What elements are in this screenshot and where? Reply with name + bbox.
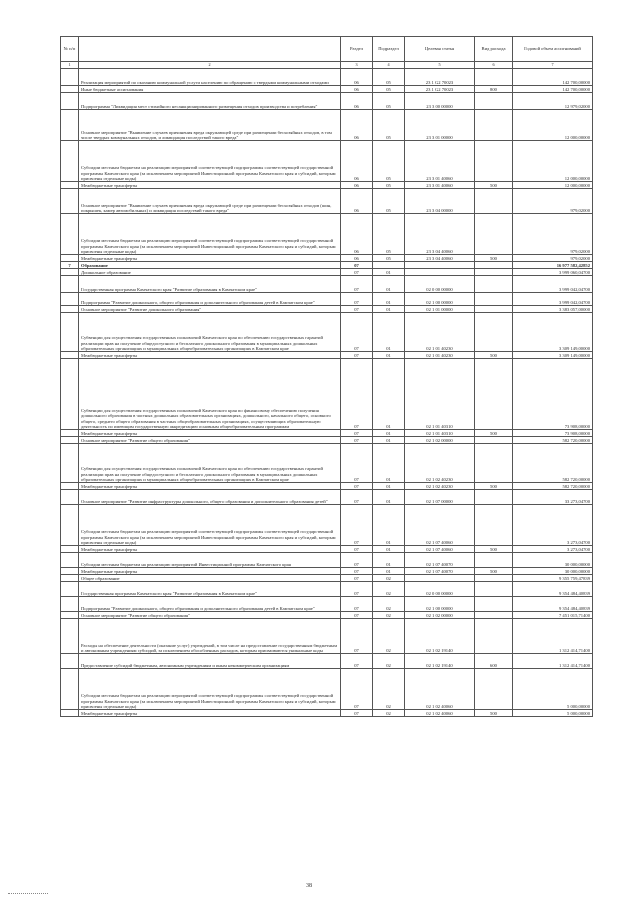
row-razdel: 07 [341,352,373,359]
row-podrazdel: 05 [373,110,405,141]
table-row [61,437,593,444]
index-cell: 4 [373,62,405,69]
row-podrazdel: 02 [373,597,405,612]
row-amount: 1 312 414,71400 [513,654,593,669]
row-vr [475,490,513,505]
row-number [61,568,79,575]
row-razdel: 06 [341,182,373,189]
row-razdel: 07 [341,575,373,582]
row-csr: 02 1 07 40070 [405,553,475,568]
row-number [61,575,79,582]
header-csr: Целевая статья [405,37,475,62]
row-csr: 02 1 02 00000 [405,437,475,444]
row-amount: 12 979,02000 [513,93,593,110]
row-amount: 979,02000 [513,255,593,262]
page-number: 38 [306,883,312,889]
row-podrazdel: 05 [373,86,405,93]
row-csr: 02 1 02 19140 [405,619,475,654]
row-podrazdel: 01 [373,293,405,306]
row-csr: 02 1 02 40060 [405,710,475,717]
row-razdel: 07 [341,313,373,352]
row-csr: 23 3 01 40060 [405,141,475,182]
row-podrazdel: 01 [373,553,405,568]
row-number [61,214,79,255]
row-amount: 9 354 484,40839 [513,582,593,597]
row-csr [405,575,475,582]
header-amount: Годовой объем ассигнований [513,37,593,62]
row-name: Субвенции для осуществления государственных полномочий Камчатского края по финансовому обеспечению получения дошкольного образования в частных дошкольных образовательных организациях, дошкольного, начального общего, основного общего, среднего общего образования в частных общеобразовательных организациях, осуществляющих образовательную деятельность по имеющим государственную аккредитацию основным общеобразовательным программам [79,359,341,430]
table-body [61,69,593,717]
row-name: Дошкольное образование [79,269,341,276]
row-name: Подпрограмма "Развитие дошкольного, общего образования и дополнительного образования детей в Камчатском крае" [79,597,341,612]
row-amount: 142 700,00000 [513,69,593,86]
row-vr [475,575,513,582]
row-razdel: 06 [341,141,373,182]
row-csr: 02 1 02 40230 [405,483,475,490]
row-vr: 500 [475,255,513,262]
row-number [61,293,79,306]
row-name: Субсидии местным бюджетам на реализацию мероприятий Инвестиционной программы Камчатского края [79,553,341,568]
row-number [61,110,79,141]
table-row [61,568,593,575]
row-csr: 23 3 01 40060 [405,182,475,189]
row-podrazdel: 05 [373,214,405,255]
row-razdel: 07 [341,269,373,276]
row-number [61,359,79,430]
row-amount: 582 720,00000 [513,437,593,444]
row-vr [475,269,513,276]
row-csr: 02 1 01 00000 [405,306,475,313]
row-name: Реализация мероприятий по оказанию коммунальной услуги населению по обращению с твердыми коммунальными отходами [79,69,341,86]
row-name: Подпрограмма "Ликвидация мест стихийного несанкционированного размещения отходов производства и потребления" [79,93,341,110]
table-row [61,93,593,110]
row-number [61,669,79,710]
row-name: Межбюджетные трансферты [79,430,341,437]
row-podrazdel: 01 [373,444,405,483]
row-name: Межбюджетные трансферты [79,483,341,490]
table-row [61,255,593,262]
table-row [61,546,593,553]
row-razdel: 07 [341,306,373,313]
row-name: Межбюджетные трансферты [79,568,341,575]
header-num: № п/п [61,37,79,62]
row-vr [475,505,513,546]
row-csr [405,262,475,269]
row-number [61,269,79,276]
row-number [61,710,79,717]
row-podrazdel: 05 [373,189,405,214]
row-amount: 582 720,00000 [513,483,593,490]
row-name: Основное мероприятие "Развитие общего образования" [79,437,341,444]
row-csr: 02 1 07 00000 [405,490,475,505]
table-row [61,352,593,359]
row-amount: 3 383 057,00000 [513,306,593,313]
row-amount: 3 999 042,04700 [513,293,593,306]
row-csr: 02 1 07 40060 [405,546,475,553]
row-amount: 3 309 149,00000 [513,313,593,352]
row-number [61,483,79,490]
row-podrazdel: 01 [373,505,405,546]
table-row [61,575,593,582]
table-row [61,141,593,182]
row-razdel: 07 [341,490,373,505]
table-row [61,553,593,568]
row-number [61,597,79,612]
row-amount: 16 977 582,42852 [513,262,593,269]
row-podrazdel: 05 [373,69,405,86]
row-csr: 02 1 00 00000 [405,293,475,306]
row-vr: 500 [475,710,513,717]
row-razdel: 07 [341,568,373,575]
row-amount: 5 000,00000 [513,710,593,717]
column-index-row [61,62,593,69]
header-vr: Вид расхода [475,37,513,62]
row-csr: 23 1 G2 70023 [405,69,475,86]
row-razdel: 06 [341,110,373,141]
row-podrazdel: 01 [373,306,405,313]
row-name: Общее образование [79,575,341,582]
row-number [61,276,79,293]
row-vr [475,553,513,568]
row-podrazdel: 01 [373,276,405,293]
table-row [61,110,593,141]
table-row [61,483,593,490]
row-podrazdel: 02 [373,619,405,654]
table-row [61,269,593,276]
row-csr: 02 1 02 40060 [405,669,475,710]
row-number: 7 [61,262,79,269]
row-podrazdel: 02 [373,654,405,669]
index-cell: 1 [61,62,79,69]
row-razdel: 06 [341,255,373,262]
table-row [61,444,593,483]
row-amount: 582 720,00000 [513,444,593,483]
row-podrazdel: 01 [373,546,405,553]
index-cell: 7 [513,62,593,69]
row-name: Межбюджетные трансферты [79,710,341,717]
row-number [61,505,79,546]
row-csr: 02 1 01 40230 [405,352,475,359]
row-amount: 73 908,00000 [513,359,593,430]
table-row [61,582,593,597]
row-podrazdel: 05 [373,93,405,110]
row-number [61,182,79,189]
row-number [61,553,79,568]
row-razdel: 06 [341,93,373,110]
row-name: Межбюджетные трансферты [79,255,341,262]
table-row [61,430,593,437]
row-name: Субвенции для осуществления государственных полномочий Камчатского края по обеспечению государственных гарантий реализации прав на получение общедоступного и бесплатного дошкольного образования в муниципальных дошкольных образовательных организациях и муниципальных общеобразовательных организациях в Камчатском крае [79,444,341,483]
table-row [61,490,593,505]
table-row [61,214,593,255]
row-name: Основное мероприятие "Выявление случаев причинения вреда окружающей среде при размещении бесхозяйных отходов (шин, покрышек, камер автомобильных) и ликвидация последствий такого вреда" [79,189,341,214]
row-amount: 3 273,04700 [513,546,593,553]
row-number [61,612,79,619]
row-amount: 9 355 759,47839 [513,575,593,582]
table-row [61,505,593,546]
row-razdel: 07 [341,430,373,437]
row-csr: 02 1 07 40060 [405,505,475,546]
row-vr [475,189,513,214]
footer-dotted-line [8,893,48,894]
row-name: Основное мероприятие "Развитие общего образования" [79,612,341,619]
row-podrazdel: 01 [373,430,405,437]
row-csr: 02 1 01 40310 [405,359,475,430]
row-razdel: 07 [341,619,373,654]
row-vr [475,437,513,444]
header-razdel: Раздел [341,37,373,62]
row-vr [475,597,513,612]
row-razdel: 07 [341,612,373,619]
row-vr [475,69,513,86]
row-razdel: 07 [341,483,373,490]
row-csr: 23 3 04 40060 [405,214,475,255]
row-razdel: 07 [341,553,373,568]
table-row [61,86,593,93]
row-number [61,141,79,182]
row-vr: 800 [475,86,513,93]
row-vr: 600 [475,654,513,669]
row-vr: 500 [475,352,513,359]
row-number [61,490,79,505]
row-razdel: 07 [341,582,373,597]
table-row [61,262,593,269]
row-amount: 979,02000 [513,189,593,214]
row-csr: 02 0 00 00000 [405,276,475,293]
row-name: Предоставление субсидий бюджетным, автономным учреждениям и иным некоммерческим организациям [79,654,341,669]
row-name: Основное мероприятие "Развитие инфраструктуры дошкольного, общего образования и дополнительного образования детей" [79,490,341,505]
row-number [61,306,79,313]
row-podrazdel: 02 [373,612,405,619]
row-name: Государственная программа Камчатского края "Развитие образования в Камчатском крае" [79,582,341,597]
row-number [61,69,79,86]
row-csr: 23 3 00 00000 [405,93,475,110]
index-cell: 3 [341,62,373,69]
row-vr [475,612,513,619]
row-amount: 33 273,04700 [513,490,593,505]
row-razdel: 07 [341,710,373,717]
table-row [61,612,593,619]
row-csr: 02 1 01 40230 [405,313,475,352]
row-name: Расходы на обеспечение деятельности (оказание услуг) учреждений, в том числе на предоставление государственным бюджетным и автономным учреждениям субсидий, за исключением обособленных расходов, которым присваиваются уникальные коды [79,619,341,654]
row-razdel: 07 [341,437,373,444]
row-podrazdel: 01 [373,359,405,430]
row-csr: 02 1 02 19140 [405,654,475,669]
row-name: Субсидии местным бюджетам на реализацию мероприятий соответствующей подпрограммы соответствующей государственной программы Камчатского края (за исключением мероприятий Инвестиционной программы Камчатского края и субсидий, которым присвоены отдельные коды) [79,214,341,255]
table-row [61,69,593,86]
row-razdel: 07 [341,276,373,293]
row-name: Субсидии местным бюджетам на реализацию мероприятий соответствующей подпрограммы соответствующей государственной программы Камчатского края (за исключением мероприятий Инвестиционной программы Камчатского края и субсидий, которым присвоены отдельные коды) [79,141,341,182]
row-vr [475,444,513,483]
row-podrazdel: 02 [373,710,405,717]
row-podrazdel: 01 [373,568,405,575]
row-name: Межбюджетные трансферты [79,182,341,189]
table-row [61,597,593,612]
row-podrazdel: 01 [373,483,405,490]
row-razdel: 07 [341,293,373,306]
row-csr: 02 1 02 00000 [405,612,475,619]
row-vr [475,276,513,293]
row-name: Подпрограмма "Развитие дошкольного, общего образования и дополнительного образования детей в Камчатском крае" [79,293,341,306]
table-row [61,359,593,430]
row-csr: 23 3 04 00000 [405,189,475,214]
row-csr: 23 3 01 00000 [405,110,475,141]
row-number [61,444,79,483]
row-csr: 02 1 00 00000 [405,597,475,612]
row-vr [475,214,513,255]
row-number [61,93,79,110]
row-amount: 1 312 414,71400 [513,619,593,654]
row-vr: 500 [475,430,513,437]
row-vr: 500 [475,546,513,553]
row-vr: 500 [475,568,513,575]
row-podrazdel: 05 [373,255,405,262]
row-name: Образование [79,262,341,269]
row-razdel: 06 [341,214,373,255]
row-amount: 12 000,00000 [513,182,593,189]
table-header-row [61,37,593,62]
row-podrazdel: 05 [373,141,405,182]
row-csr: 23 3 04 40060 [405,255,475,262]
row-name: Иные бюджетные ассигнования [79,86,341,93]
row-name: Межбюджетные трансферты [79,352,341,359]
index-cell: 6 [475,62,513,69]
row-podrazdel: 02 [373,575,405,582]
row-vr [475,669,513,710]
row-razdel: 07 [341,597,373,612]
table-row [61,182,593,189]
row-number [61,437,79,444]
table-row [61,669,593,710]
row-amount: 7 451 015,71400 [513,612,593,619]
row-razdel: 06 [341,189,373,214]
row-podrazdel: 01 [373,437,405,444]
row-razdel: 06 [341,86,373,93]
row-razdel: 07 [341,654,373,669]
header-podrazdel: Подраздел [373,37,405,62]
row-number [61,546,79,553]
row-razdel: 07 [341,505,373,546]
row-amount: 142 700,00000 [513,86,593,93]
row-number [61,582,79,597]
row-razdel: 07 [341,546,373,553]
row-vr [475,619,513,654]
row-vr [475,582,513,597]
row-vr [475,306,513,313]
row-vr [475,110,513,141]
table-row [61,293,593,306]
header-name [79,37,341,62]
row-csr: 02 1 02 40230 [405,444,475,483]
table-row [61,189,593,214]
row-number [61,352,79,359]
row-number [61,313,79,352]
row-amount: 3 309 149,00000 [513,352,593,359]
row-amount: 979,02000 [513,214,593,255]
row-csr [405,269,475,276]
row-csr: 02 1 01 40310 [405,430,475,437]
row-name: Субсидии местным бюджетам на реализацию мероприятий соответствующей подпрограммы соответствующей государственной программы Камчатского края (за исключением мероприятий Инвестиционной программы Камчатского края и субсидий, которым присвоены отдельные коды) [79,669,341,710]
row-number [61,619,79,654]
table-row [61,313,593,352]
row-vr: 500 [475,182,513,189]
row-podrazdel: 01 [373,269,405,276]
row-vr [475,359,513,430]
row-name: Основное мероприятие "Выявление случаев причинения вреда окружающей среде при размещении бесхозяйных отходов, в том числе твердых коммунальных отходов, и ликвидация последствий такого вреда" [79,110,341,141]
row-podrazdel [373,262,405,269]
row-number [61,255,79,262]
row-podrazdel: 01 [373,313,405,352]
row-vr [475,313,513,352]
budget-table [60,36,593,717]
row-csr: 02 1 07 40070 [405,568,475,575]
row-amount: 30 000,00000 [513,553,593,568]
row-vr [475,141,513,182]
row-vr [475,93,513,110]
row-csr: 02 0 00 00000 [405,582,475,597]
row-amount: 30 000,00000 [513,568,593,575]
row-csr: 23 1 G2 70023 [405,86,475,93]
row-razdel: 06 [341,69,373,86]
row-amount: 73 908,00000 [513,430,593,437]
row-podrazdel: 01 [373,490,405,505]
row-vr [475,293,513,306]
row-podrazdel: 05 [373,182,405,189]
row-name: Субсидии местным бюджетам на реализацию мероприятий соответствующей подпрограммы соответствующей государственной программы Камчатского края (за исключением мероприятий Инвестиционной программы Камчатского края и субсидий, которым присвоены отдельные коды) [79,505,341,546]
row-name: Субвенции для осуществления государственных полномочий Камчатского края по обеспечению государственных гарантий реализации прав на получение общедоступного и бесплатного дошкольного образования в муниципальных дошкольных образовательных организациях и муниципальных общеобразовательных организациях в Камчатском крае [79,313,341,352]
table-row [61,710,593,717]
row-podrazdel: 01 [373,352,405,359]
row-name: Государственная программа Камчатского края "Развитие образования в Камчатском крае" [79,276,341,293]
row-razdel: 07 [341,359,373,430]
row-number [61,430,79,437]
row-vr [475,262,513,269]
row-number [61,189,79,214]
row-name: Межбюджетные трансферты [79,546,341,553]
row-razdel: 07 [341,444,373,483]
index-cell: 2 [79,62,341,69]
row-amount: 3 999 042,04700 [513,276,593,293]
table-row [61,619,593,654]
row-razdel: 07 [341,262,373,269]
index-cell: 5 [405,62,475,69]
row-amount: 3 273,04700 [513,505,593,546]
row-amount: 3 999 060,04700 [513,269,593,276]
row-amount: 5 000,00000 [513,669,593,710]
row-name: Основное мероприятие "Развитие дошкольного образования" [79,306,341,313]
table-row [61,654,593,669]
row-number [61,654,79,669]
table-row [61,306,593,313]
row-amount: 12 000,00000 [513,141,593,182]
row-amount: 9 354 484,40839 [513,597,593,612]
row-razdel: 07 [341,669,373,710]
row-podrazdel: 02 [373,582,405,597]
row-amount: 12 000,00000 [513,110,593,141]
row-podrazdel: 02 [373,669,405,710]
row-number [61,86,79,93]
row-vr: 500 [475,483,513,490]
table-row [61,276,593,293]
